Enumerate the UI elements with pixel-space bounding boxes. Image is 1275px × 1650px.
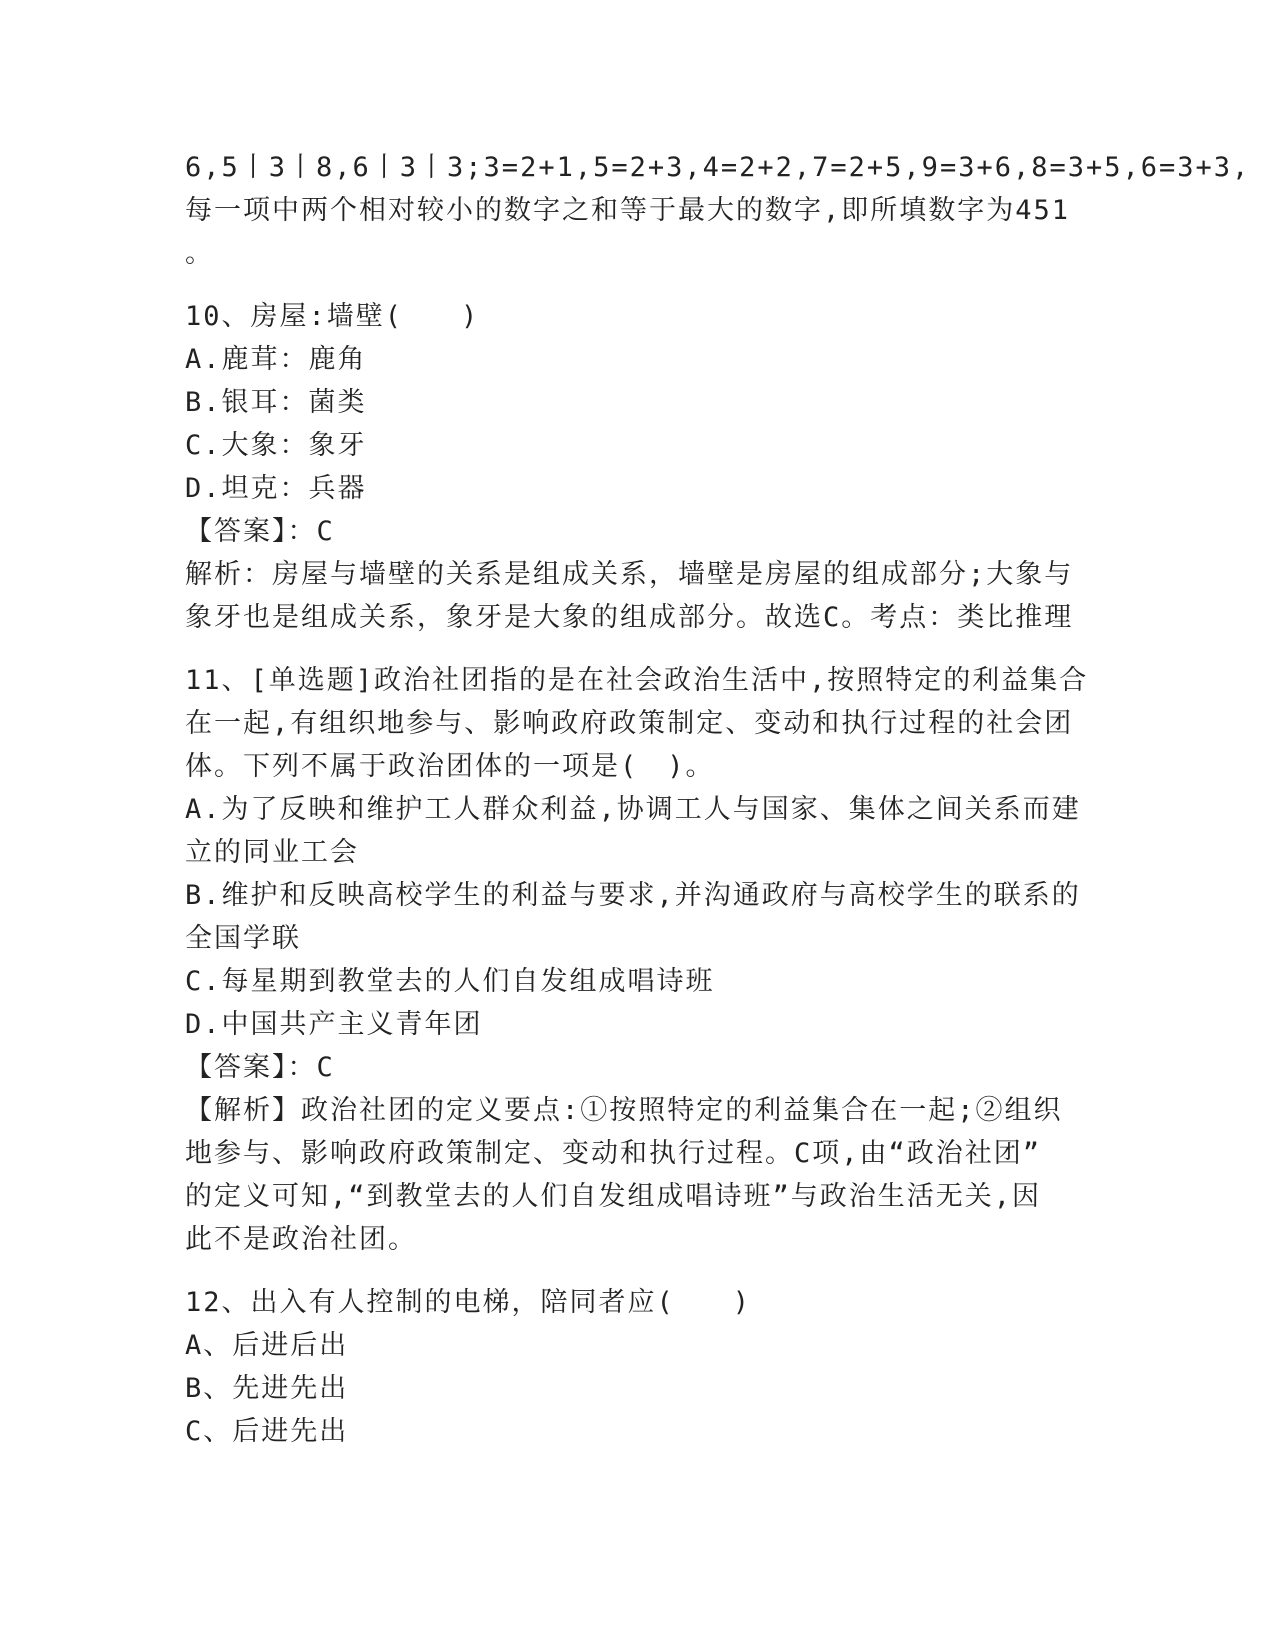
explanation-line: 。 — [185, 238, 214, 269]
question-stem-line: 体。下列不属于政治团体的一项是( )。 — [185, 751, 715, 782]
document-body — [185, 146, 1251, 1453]
option-b-cont: 全国学联 — [185, 923, 301, 954]
option-b: B.银耳：菌类 — [185, 387, 367, 418]
option-a: A.为了反映和维护工人群众利益,协调工人与国家、集体之间关系而建 — [185, 794, 1081, 825]
question-10 — [185, 295, 1085, 639]
explanation-line: 6,5丨3丨8,6丨3丨3;3=2+1,5=2+3,4=2+2,7=2+5,9=3+6,8=3+5,6=3+3, — [185, 152, 1251, 183]
question-11 — [185, 659, 1089, 1261]
question-stem-line: 11、[单选题]政治社团指的是在社会政治生活中,按照特定的利益集合 — [185, 665, 1089, 696]
question-stem: 10、房屋:墙壁( ) — [185, 301, 480, 332]
option-c: C、后进先出 — [185, 1416, 349, 1447]
analysis-line: 的定义可知,“到教堂去的人们自发组成唱诗班”与政治生活无关,因 — [185, 1181, 1042, 1212]
analysis-line: 此不是政治社团。 — [185, 1224, 417, 1255]
analysis-line: 解析：房屋与墙壁的关系是组成关系，墙壁是房屋的组成部分;大象与 — [185, 559, 1074, 590]
option-b: B、先进先出 — [185, 1373, 349, 1404]
answer: 【答案】：C — [185, 516, 335, 547]
analysis-line: 【解析】政治社团的定义要点:①按照特定的利益集合在一起;②组织 — [185, 1095, 1063, 1126]
option-c: C.大象：象牙 — [185, 430, 367, 461]
option-a: A.鹿茸：鹿角 — [185, 344, 367, 375]
option-b: B.维护和反映高校学生的利益与要求,并沟通政府与高校学生的联系的 — [185, 880, 1081, 911]
answer: 【答案】：C — [185, 1052, 335, 1083]
analysis-line: 象牙也是组成关系，象牙是大象的组成部分。故选C。考点：类比推理 — [185, 602, 1074, 633]
option-a-cont: 立的同业工会 — [185, 837, 359, 868]
explanation-line: 每一项中两个相对较小的数字之和等于最大的数字,即所填数字为451 — [185, 195, 1071, 226]
option-a: A、后进后出 — [185, 1330, 349, 1361]
previous-explanation — [185, 146, 1251, 275]
question-stem: 12、出入有人控制的电梯，陪同者应( ) — [185, 1287, 752, 1318]
analysis-line: 地参与、影响政府政策制定、变动和执行过程。C项,由“政治社团” — [185, 1138, 1042, 1169]
option-d: D.中国共产主义青年团 — [185, 1009, 483, 1040]
question-12 — [185, 1281, 1085, 1453]
question-stem-line: 在一起,有组织地参与、影响政府政策制定、变动和执行过程的社会团 — [185, 708, 1074, 739]
option-c: C.每星期到教堂去的人们自发组成唱诗班 — [185, 966, 715, 997]
option-d: D.坦克：兵器 — [185, 473, 367, 504]
